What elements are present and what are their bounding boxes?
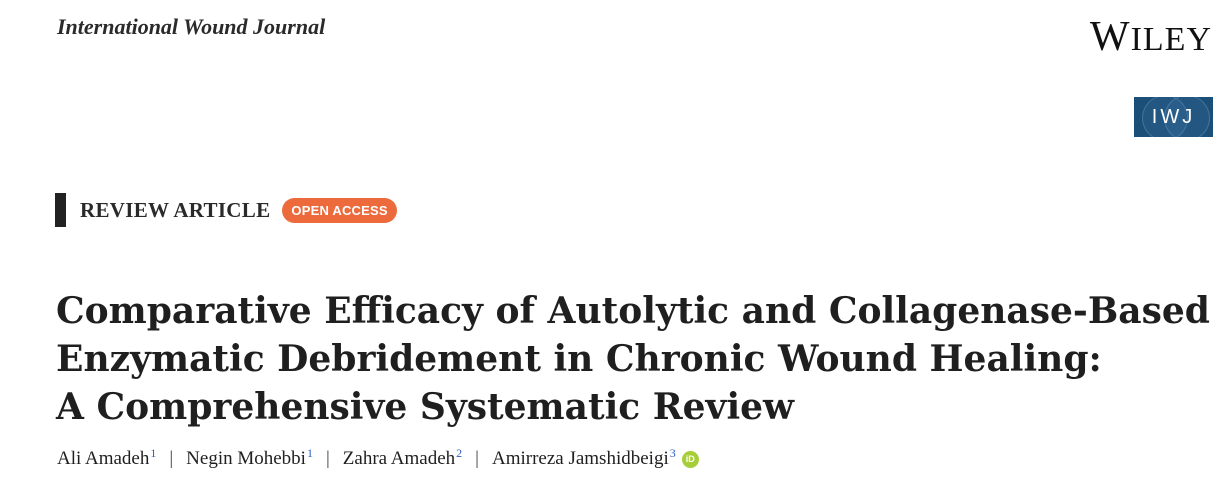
journal-badge-label: IWJ [1151,106,1196,128]
author-separator: | [475,448,479,469]
author-separator: | [169,448,174,469]
title-line: Enzymatic Debridement in Chronic Wound Healing: [56,338,1102,380]
affiliation-marker[interactable]: 3 [669,446,676,460]
author[interactable] [492,448,676,470]
author-separator: | [325,448,330,469]
affiliation-marker[interactable]: 2 [456,446,463,460]
author-name: Ali Amadeh [57,448,150,469]
author-list [57,448,699,470]
author[interactable] [186,448,313,470]
author-name: Amirreza Jamshidbeigi [491,448,669,469]
author[interactable] [343,448,462,470]
affiliation-marker[interactable]: 1 [306,446,313,460]
article-title [56,287,1210,431]
journal-name[interactable]: International Wound Journal [57,14,326,39]
title-line: A Comprehensive Systematic Review [56,386,795,428]
publisher-logo[interactable]: WILEY [1089,14,1212,60]
article-type: REVIEW ARTICLE [80,197,271,222]
journal-badge[interactable] [1134,97,1213,137]
affiliation-marker[interactable]: 1 [150,446,157,460]
author-name: Zahra Amadeh [342,448,456,469]
article-type-bar [55,193,66,227]
orcid-icon[interactable]: iD [682,451,699,468]
author-name: Negin Mohebbi [186,448,306,469]
open-access-badge: OPEN ACCESS [282,198,396,223]
article-type-row [55,193,397,227]
title-line: Comparative Efficacy of Autolytic and Collagenase-Based [56,290,1210,332]
author[interactable] [57,448,156,470]
